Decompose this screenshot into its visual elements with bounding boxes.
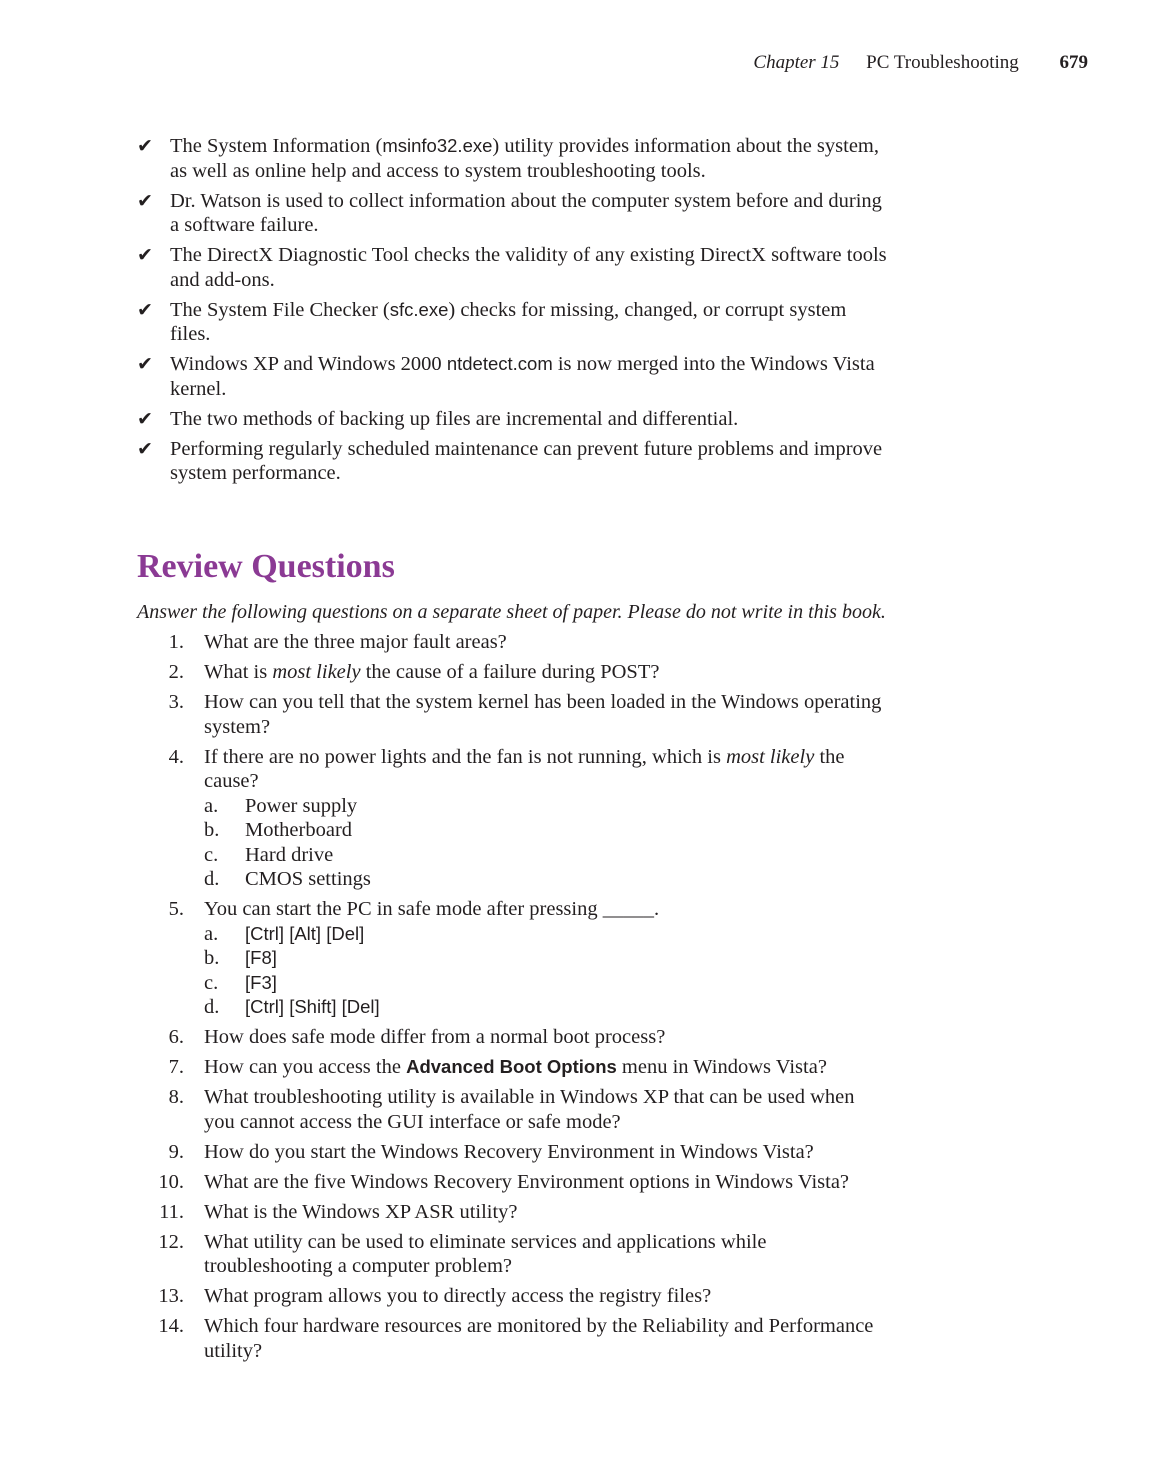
checkmark-icon: ✔ <box>137 189 153 212</box>
text-segment: Performing regularly scheduled maintenance can prevent future problems and improve system performance. <box>170 437 883 484</box>
text-segment: What troubleshooting utility is available in Windows XP that can be used when you cannot access the GUI interface or safe mode? <box>204 1086 855 1133</box>
option-text <box>245 844 333 866</box>
chapter-title: PC Troubleshooting <box>866 52 1019 73</box>
checkmark-icon: ✔ <box>137 437 153 460</box>
question-text <box>204 1284 890 1309</box>
answer-option <box>204 946 890 971</box>
text-segment: Which four hardware resources are monitored by the Reliability and Performance utility? <box>204 1315 874 1362</box>
question-number: 7. <box>168 1056 184 1078</box>
option-text <box>245 947 277 969</box>
emphasis-text: most likely <box>272 661 361 683</box>
question-text <box>204 1055 890 1080</box>
option-text <box>245 795 357 817</box>
emphasis-text: most likely <box>726 745 815 768</box>
question-item <box>150 1284 890 1309</box>
text-segment: the cause of a failure during POST? <box>360 661 660 683</box>
question-item <box>150 1140 890 1165</box>
question-number: 1. <box>168 631 184 653</box>
question-text <box>204 897 890 922</box>
code-text: sfc.exe <box>389 298 449 320</box>
answer-option <box>204 818 890 843</box>
answer-option <box>204 922 890 947</box>
question-item <box>150 660 890 685</box>
text-segment: Power supply <box>245 794 358 817</box>
text-segment: ) checks for missing, changed, or corrupt system files. <box>170 298 847 345</box>
text-segment: menu in Windows Vista? <box>616 1056 827 1078</box>
checklist-text <box>170 243 887 292</box>
page-number: 679 <box>1059 52 1088 73</box>
checklist-text <box>170 407 887 432</box>
option-letter: a. <box>204 794 219 817</box>
option-letter: d. <box>204 996 220 1018</box>
option-text <box>245 996 380 1018</box>
checkmark-icon: ✔ <box>137 298 153 321</box>
question-text <box>204 1025 890 1050</box>
checklist-text <box>170 352 887 401</box>
option-text <box>245 868 371 890</box>
checklist-item <box>137 298 887 347</box>
question-text <box>204 690 890 739</box>
text-segment: What are the five Windows Recovery Environment options in Windows Vista? <box>204 1170 850 1193</box>
text-segment: How do you start the Windows Recovery Environment in Windows Vista? <box>204 1140 814 1163</box>
checklist-item <box>137 243 887 292</box>
question-number: 9. <box>168 1140 184 1163</box>
question-item <box>150 630 890 655</box>
checkmark-icon: ✔ <box>137 407 153 430</box>
question-text <box>204 745 890 794</box>
answer-option <box>204 995 890 1020</box>
question-text <box>204 1230 890 1279</box>
question-number: 12. <box>158 1230 184 1253</box>
code-text: [Ctrl] [Shift] [Del] <box>245 996 380 1017</box>
checklist-text <box>170 437 887 486</box>
question-item <box>150 1085 890 1134</box>
option-text <box>245 972 277 994</box>
text-segment: How does safe mode differ from a normal boot process? <box>204 1026 666 1048</box>
text-segment: ) utility provides information about the system, as well as online help and access to system troubleshooting tools. <box>170 135 880 182</box>
code-text: ntdetect.com <box>446 353 553 374</box>
question-text <box>204 1314 890 1363</box>
text-segment: is now merged into the Windows Vista kernel. <box>170 353 875 400</box>
summary-checklist <box>137 134 887 491</box>
question-number: 5. <box>168 898 184 920</box>
text-segment: Dr. Watson is used to collect information about the computer system before and during a software failure. <box>170 189 882 236</box>
question-text <box>204 1140 890 1165</box>
question-item <box>150 1314 890 1363</box>
text-segment: What is the Windows XP ASR utility? <box>204 1200 518 1223</box>
code-text: [Ctrl] [Alt] [Del] <box>245 922 365 944</box>
question-text <box>204 630 890 655</box>
code-text: [F8] <box>245 947 277 968</box>
checklist-item <box>137 352 887 401</box>
bold-ui-term: Advanced Boot Options <box>406 1056 617 1077</box>
checklist-text <box>170 298 887 347</box>
text-segment: The System File Checker ( <box>170 298 390 321</box>
question-text <box>204 1170 890 1195</box>
question-number: 11. <box>159 1200 184 1223</box>
checklist-text <box>170 134 887 183</box>
option-text <box>245 923 364 945</box>
text-segment: How can you tell that the system kernel has been loaded in the Windows operating system? <box>204 691 882 738</box>
checklist-item <box>137 407 887 432</box>
question-number: 6. <box>168 1026 184 1048</box>
question-item <box>150 1200 890 1225</box>
text-segment: the cause? <box>204 745 845 792</box>
question-number: 8. <box>168 1086 184 1108</box>
text-segment: CMOS settings <box>245 868 371 890</box>
text-segment: What are the three major fault areas? <box>204 631 507 653</box>
option-letter: a. <box>204 922 219 945</box>
question-item <box>150 1025 890 1050</box>
instructions: Answer the following questions on a separate sheet of paper. Please do not write in this book. <box>137 601 886 623</box>
option-letter: c. <box>204 971 219 994</box>
question-number: 4. <box>168 745 184 768</box>
option-text <box>245 819 352 841</box>
question-item <box>150 897 890 1020</box>
question-item <box>150 690 890 739</box>
section-heading: Review Questions <box>137 548 395 585</box>
code-text: [F3] <box>245 971 277 993</box>
question-text <box>204 1085 890 1134</box>
checkmark-icon: ✔ <box>137 353 153 375</box>
question-number: 14. <box>158 1315 184 1337</box>
answer-option <box>204 794 890 819</box>
question-number: 3. <box>168 691 184 713</box>
question-list <box>150 630 890 1369</box>
text-segment: How can you access the <box>204 1056 407 1078</box>
running-header <box>753 52 1088 74</box>
text-segment: Hard drive <box>245 843 334 866</box>
answer-option <box>204 971 890 996</box>
option-letter: c. <box>204 843 219 866</box>
answer-option <box>204 843 890 868</box>
text-segment: What utility can be used to eliminate services and applications while troubleshooting a computer problem? <box>204 1230 767 1277</box>
checklist-item <box>137 134 887 183</box>
option-letter: d. <box>204 868 220 890</box>
option-letter: b. <box>204 819 220 841</box>
checklist-text <box>170 189 887 238</box>
question-text <box>204 660 890 685</box>
question-number: 2. <box>168 661 184 683</box>
text-segment: If there are no power lights and the fan is not running, which is <box>204 745 727 768</box>
text-segment: Motherboard <box>245 819 353 841</box>
checkmark-icon: ✔ <box>137 135 153 157</box>
text-segment: You can start the PC in safe mode after pressing _____. <box>204 898 660 920</box>
text-segment: The System Information ( <box>170 135 383 157</box>
code-text: msinfo32.exe <box>382 135 493 156</box>
text-segment: What is <box>204 661 273 683</box>
question-item <box>150 1055 890 1080</box>
question-text <box>204 1200 890 1225</box>
option-letter: b. <box>204 947 220 969</box>
text-segment: What program allows you to directly access the registry files? <box>204 1285 712 1307</box>
question-number: 10. <box>158 1170 184 1193</box>
checklist-item <box>137 189 887 238</box>
question-number: 13. <box>158 1285 184 1307</box>
text-segment: The two methods of backing up files are incremental and differential. <box>170 407 739 430</box>
question-item <box>150 745 890 892</box>
checklist-item <box>137 437 887 486</box>
text-segment: Windows XP and Windows 2000 <box>170 353 447 375</box>
question-item <box>150 1230 890 1279</box>
text-segment: The DirectX Diagnostic Tool checks the validity of any existing DirectX software tools and add-ons. <box>170 244 887 291</box>
answer-option <box>204 867 890 892</box>
question-item <box>150 1170 890 1195</box>
chapter-label: Chapter 15 <box>753 52 840 73</box>
checkmark-icon: ✔ <box>137 244 153 266</box>
